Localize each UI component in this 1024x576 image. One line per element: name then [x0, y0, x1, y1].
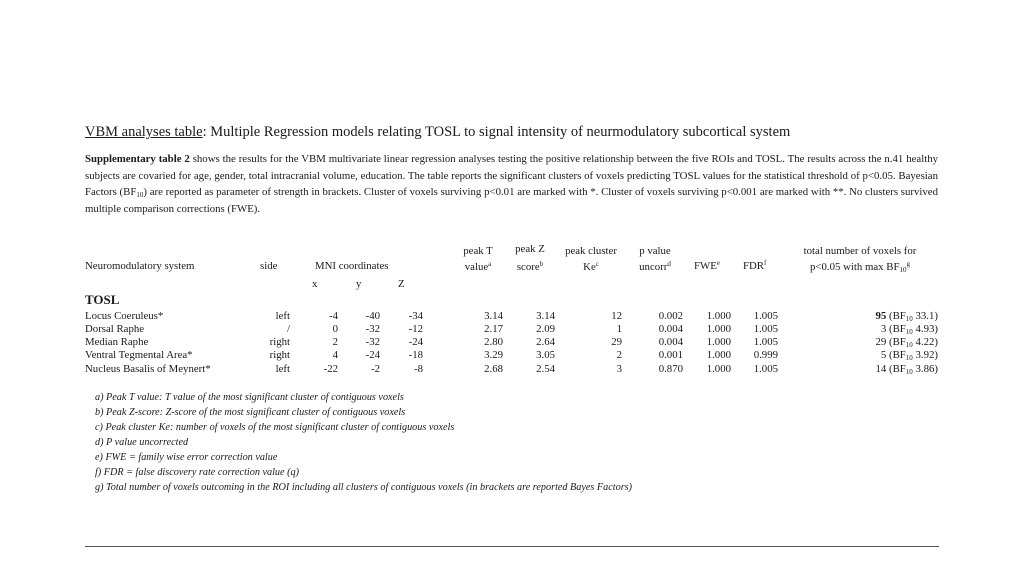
header-peak-z: [502, 243, 558, 274]
header-total-line2: p<0.05 with max BF: [810, 261, 900, 273]
cell-p: 0.870: [658, 363, 683, 375]
cell-ke: 1: [616, 323, 622, 335]
title-underlined: VBM analyses table: [85, 124, 203, 140]
cell-t: 2.80: [484, 336, 503, 348]
cell-fwe: 1.000: [706, 336, 731, 348]
cell-x: -4: [329, 310, 338, 322]
cell-zscore: 2.54: [536, 363, 555, 375]
header-peak-z-line1: peak Z: [515, 243, 545, 255]
cell-y: -24: [365, 349, 380, 361]
header-fdr: [743, 260, 766, 273]
cell-side: /: [287, 323, 290, 335]
cell-fwe: 1.000: [706, 323, 731, 335]
header-ke-line2: Ke: [583, 261, 596, 273]
description-paragraph: [85, 151, 938, 217]
cell-side: right: [269, 336, 290, 348]
paragraph-bf-sub: 10: [136, 191, 144, 199]
cell-name: Nucleus Basalis of Meynert*: [85, 363, 211, 375]
header-total-sup: g: [906, 260, 910, 268]
cell-y: -32: [365, 323, 380, 335]
cell-y: -32: [365, 336, 380, 348]
header-system: Neuromodulatory system: [85, 260, 195, 272]
cell-side: right: [269, 349, 290, 361]
header-peak-t-line2: value: [464, 261, 489, 273]
cell-total-voxels: 3 ($BF_{10}$ 4.93): [880, 323, 938, 336]
cell-t: 2.17: [484, 323, 503, 335]
cell-name: Median Raphe: [85, 336, 149, 348]
header-total-line1: total number of voxels for: [803, 245, 917, 257]
footnote: c) Peak cluster Ke: number of voxels of the most significant cluster of contiguous voxels: [95, 422, 455, 433]
cell-ke: 3: [616, 363, 622, 375]
header-side: side: [260, 260, 278, 272]
cell-zscore: 3.05: [536, 349, 555, 361]
cell-p: 0.002: [658, 310, 683, 322]
cell-ke: 2: [616, 349, 622, 361]
title-rest: : Multiple Regression models relating TOSL to signal intensity of neurmodulatory subcortical system: [202, 124, 791, 140]
cell-fdr: 1.005: [753, 336, 778, 348]
cell-p: 0.004: [658, 323, 683, 335]
header-p: [627, 245, 683, 274]
header-fdr-label: FDR: [743, 260, 765, 272]
cell-fwe: 1.000: [706, 363, 731, 375]
cell-fdr: 1.005: [753, 363, 778, 375]
paragraph-part2: ) are reported as parameter of strength in brackets. Cluster of voxels surviving p<0.01 are marked with *. Cluster of voxels surviving p<0.001 are marked with **. No clusters survived multiple comparison corrections (FWE).: [85, 186, 938, 215]
header-peak-z-sup: b: [539, 260, 544, 268]
cell-x: 4: [332, 349, 338, 361]
footnote: b) Peak Z-score: Z-score of the most significant cluster of contiguous voxels: [95, 407, 406, 418]
cell-p: 0.001: [658, 349, 683, 361]
bottom-divider: [85, 546, 939, 547]
cell-name: Locus Coeruleus*: [85, 310, 164, 322]
header-mni: MNI coordinates: [315, 260, 389, 272]
cell-name: Dorsal Raphe: [85, 323, 145, 335]
header-ke-sup: c: [595, 260, 599, 268]
footnote: a) Peak T value: T value of the most significant cluster of contiguous voxels: [95, 392, 404, 403]
header-ke: [555, 245, 627, 274]
table-row: [0, 349, 1024, 362]
cell-fwe: 1.000: [706, 310, 731, 322]
cell-total-voxels: 14 ($BF_{10}$ 3.86): [875, 363, 938, 376]
table-row: [0, 323, 1024, 336]
cell-fdr: 1.005: [753, 310, 778, 322]
cell-ke: 12: [611, 310, 622, 322]
footnote: e) FWE = family wise error correction value: [95, 452, 278, 463]
header-fwe-sup: e: [716, 259, 720, 267]
header-fwe: [694, 260, 720, 273]
header-peak-t-line1: peak T: [463, 245, 493, 257]
table-row: [0, 310, 1024, 323]
cell-y: -2: [371, 363, 380, 375]
cell-x: -22: [323, 363, 338, 375]
cell-t: 3.14: [484, 310, 503, 322]
cell-z: -12: [408, 323, 423, 335]
header-y: y: [356, 278, 362, 290]
paragraph-part1: shows the results for the VBM multivariate linear regression analyses testing the positive relationship between the five ROIs and TOSL. The results across the n.41 healthy subjects are covaried for age, gender, total intracranial volume, education. The table reports the significant clusters of voxels predicting TOSL values for the statistical threshold of p<0.05. Bayesian Factors (BF: [85, 153, 938, 198]
paragraph-lead: Supplementary table 2: [85, 153, 190, 165]
cell-z: -18: [408, 349, 423, 361]
header-peak-t-sup: a: [488, 260, 492, 268]
cell-fdr: 1.005: [753, 323, 778, 335]
cell-fwe: 1.000: [706, 349, 731, 361]
header-peak-t: [450, 245, 506, 274]
cell-name: Ventral Tegmental Area*: [85, 349, 193, 361]
cell-fdr: 0.999: [753, 349, 778, 361]
table-row: [0, 363, 1024, 376]
cell-z: -34: [408, 310, 423, 322]
cell-side: left: [275, 310, 290, 322]
header-p-sup: d: [667, 260, 671, 268]
header-total: [780, 245, 940, 274]
cell-zscore: 3.14: [536, 310, 555, 322]
header-p-line1: p value: [639, 245, 671, 257]
page-title: [85, 124, 945, 141]
header-fwe-label: FWE: [694, 260, 717, 272]
cell-z: -8: [414, 363, 423, 375]
header-ke-line1: peak cluster: [565, 245, 617, 257]
cell-ke: 29: [611, 336, 622, 348]
cell-zscore: 2.64: [536, 336, 555, 348]
cell-t: 3.29: [484, 349, 503, 361]
footnote: d) P value uncorrected: [95, 437, 189, 448]
cell-total-voxels: 29 ($BF_{10}$ 4.22): [875, 336, 938, 349]
header-p-line2: uncorr: [639, 261, 668, 273]
cell-y: -40: [365, 310, 380, 322]
header-peak-z-line2: score: [516, 261, 540, 273]
header-fdr-sup: f: [764, 259, 767, 267]
cell-zscore: 2.09: [536, 323, 555, 335]
section-label: TOSL: [85, 292, 120, 307]
cell-t: 2.68: [484, 363, 503, 375]
footnote: g) Total number of voxels outcoming in the ROI including all clusters of contiguous voxels (in brackets are reported Bayes Factors): [95, 482, 633, 493]
footnote: f) FDR = false discovery rate correction value (q): [95, 467, 299, 478]
header-z: Z: [398, 278, 405, 290]
cell-side: left: [275, 363, 290, 375]
cell-x: 0: [332, 323, 338, 335]
cell-z: -24: [408, 336, 423, 348]
cell-p: 0.004: [658, 336, 683, 348]
table-row: [0, 336, 1024, 349]
cell-x: 2: [332, 336, 338, 348]
header-total-sub: 10: [899, 266, 907, 274]
header-x: x: [312, 278, 318, 290]
cell-total-voxels: 5 ($BF_{10}$ 3.92): [880, 349, 938, 362]
cell-total-voxels: 95 ($BF_{10}$ 33.1): [875, 310, 938, 323]
